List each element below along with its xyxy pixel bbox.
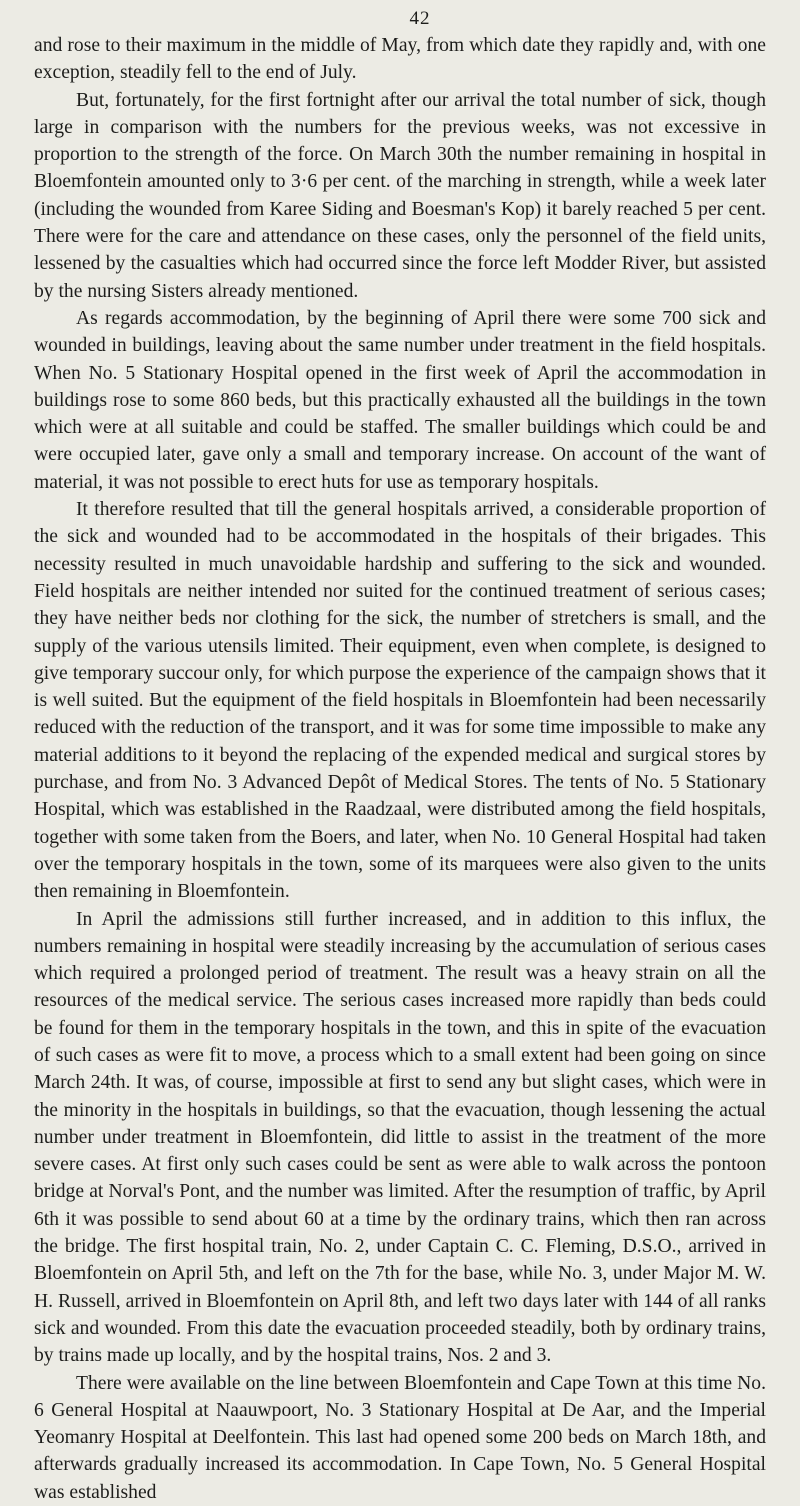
- paragraph-continuation: and rose to their maximum in the middle of May, from which date they rapidly and, with one exception, steadily fell to the end of July.: [34, 35, 766, 84]
- paragraph-sick-numbers: But, fortunately, for the first fortnight after our arrival the total number of sick, though large in comparison with the numbers for the previous weeks, was not excessive in proportion to the strength of the force. On March 30th the number remaining in hospital in Bloemfontein amounted only to 3·6 per cent. of the marching in strength, while a week later (including the wounded from Karee Siding and Boesman's Kop) it barely reached 5 per cent. There were for the care and attendance on these cases, only the personnel of the field units, lessened by the casualties which had occurred since the force left Modder River, but assisted by the nursing Sisters already mentioned.: [34, 89, 766, 302]
- paragraph-field-hospitals: It therefore resulted that till the general hospitals arrived, a considerable proportion of the sick and wounded had to be accommodated in the hospitals of their brigades. This necessity resulted in much unavoidable hardship and suffering to the sick and wounded. Field hospitals are neither intended nor suited for the continued treatment of serious cases; they have neither beds nor clothing for the sick, the number of stretchers is small, and the supply of the various utensils limited. Their equipment, even when complete, is designed to give temporary succour only, for which purpose the experience of the campaign shows that it is well suited. But the equipment of the field hospitals in Bloemfontein had been necessarily reduced with the reduction of the transport, and it was for some time impossible to make any material additions to it beyond the replacing of the expended medical and surgical stores by purchase, and from No. 3 Advanced Depôt of Medical Stores. The tents of No. 5 Stationary Hospital, which was established in the Raadzaal, were distributed among the field hospitals, together with some taken from the Boers, and later, when No. 10 General Hospital had taken over the temporary hospitals in the town, some of its marquees were also given to the units then remaining in Bloemfontein.: [34, 499, 766, 903]
- page-number: 42: [409, 8, 431, 29]
- paragraph-line-hospitals: There were available on the line between Bloemfontein and Cape Town at this time No. 6 General Hospital at Naauwpoort, No. 3 Stationary Hospital at De Aar, and the Imperial Yeomanry Hospital at Deelfontein. This last had opened some 200 beds on March 18th, and afterwards gradually increased its accommodation. In Cape Town, No. 5 General Hospital was established: [34, 1372, 766, 1503]
- body-text: [34, 32, 766, 1506]
- paragraph-accommodation: As regards accommodation, by the beginning of April there were some 700 sick and wounded in buildings, leaving about the same number under treatment in the field hospitals. When No. 5 Stationary Hospital opened in the first week of April the accommodation in buildings rose to some 860 beds, but this practically exhausted all the buildings in the town which were at all suitable and could be staffed. The smaller buildings which could be and were occupied later, gave only a small and temporary increase. On account of the want of material, it was not possible to erect huts for use as temporary hospitals.: [34, 307, 766, 493]
- paragraph-april-admissions: In April the admissions still further increased, and in addition to this influx, the numbers remaining in hospital were steadily increasing by the accumulation of serious cases which required a prolonged period of treatment. The result was a heavy strain on all the resources of the medical service. The serious cases increased more rapidly than beds could be found for them in the temporary hospitals in the town, and this in spite of the evacuation of such cases as were fit to move, a process which to a small extent had been going on since March 24th. It was, of course, impossible at first to send any but slight cases, which were in the minority in the hospitals in buildings, so that the evacuation, though lessening the actual number under treatment in Bloemfontein, did little to assist in the treatment of the more severe cases. At first only such cases could be sent as were able to walk across the pontoon bridge at Norval's Pont, and the number was limited. After the resumption of traffic, by April 6th it was possible to send about 60 at a time by the ordinary trains, which then ran across the bridge. The first hospital train, No. 2, under Captain C. C. Fleming, D.S.O., arrived in Bloemfontein on April 5th, and left on the 7th for the base, while No. 3, under Major M. W. H. Russell, arrived in Bloemfontein on April 8th, and left two days later with 144 of all ranks sick and wounded. From this date the evacuation proceeded steadily, both by ordinary trains, by trains made up locally, and by the hospital trains, Nos. 2 and 3.: [34, 908, 766, 1367]
